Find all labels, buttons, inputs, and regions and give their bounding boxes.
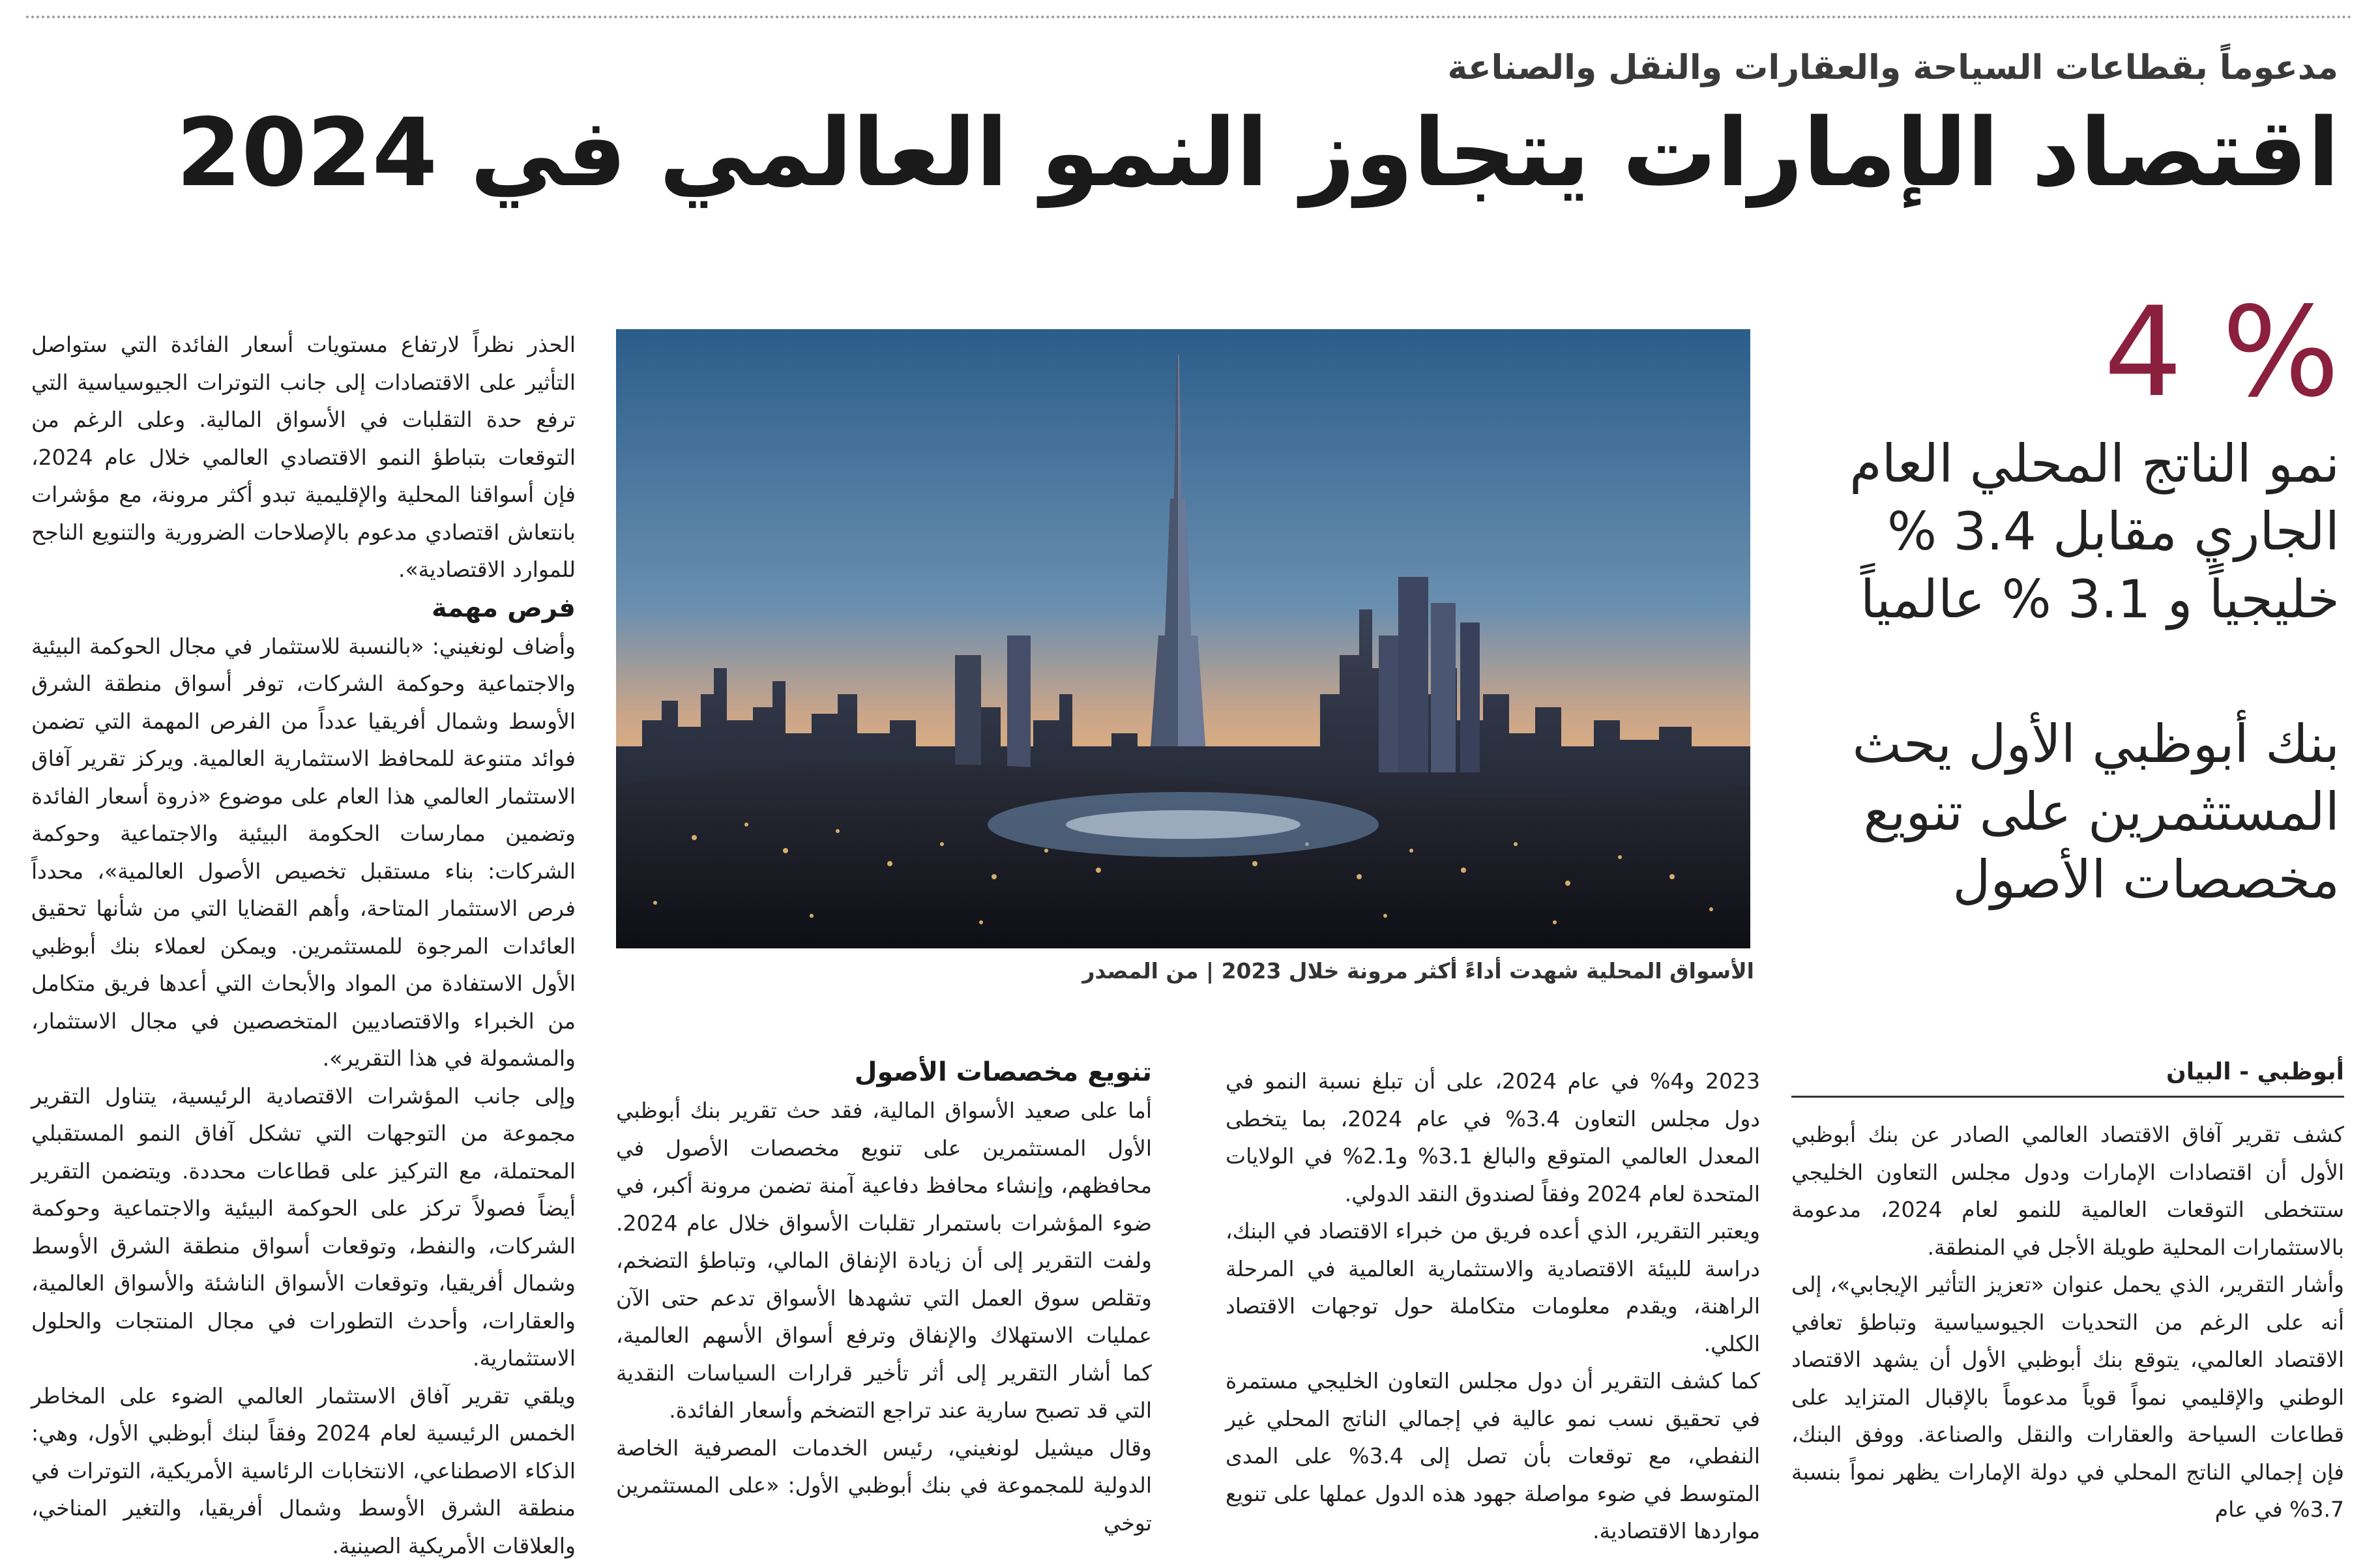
paragraph: كما كشف التقرير أن دول مجلس التعاون الخليجي مستمرة في تحقيق نسب نمو عالية في إجمالي الناتج المحلي غير النفطي، مع توقعات بأن تصل إلى 3.4% على المدى المتوسط في ضوء مواصلة جهود هذه الدول عملها على تنويع مواردها الاقتصادية. — [1226, 1368, 1760, 1543]
paragraph: وإلى جانب المؤشرات الاقتصادية الرئيسية، يتناول التقرير مجموعة من التوجهات التي تشكل آفاق النمو المستقبلي المحتملة، مع التركيز على قطاعات محددة. ويتضمن التقرير أيضاً فصولاً تركز على الحوكمة البيئية والاجتماعية وحوكمة الشركات، والنفط، وتوقعات أسواق منطقة الشرق الأوسط وشمال أفريقيا، وتوقعات الأسواق الناشئة والأسواق العالمية، والعقارات، وأحدث التطورات في مجال المنتجات والحلول الاستثمارية. — [31, 1083, 576, 1371]
photo-caption: الأسواق المحلية شهدت أداءً أكثر مرونة خلال 2023 | من المصدر — [1082, 958, 1754, 984]
section-heading: فرص مهمة — [431, 592, 576, 623]
paragraph: ويعتبر التقرير، الذي أعده فريق من خبراء الاقتصاد في البنك، دراسة للبيئة الاقتصادية والاستثمارية العالمية في المرحلة الراهنة، ويقدم معلومات متكاملة حول توجهات الاقتصاد الكلي. — [1226, 1218, 1760, 1356]
byline: أبوظبي - البيان — [1791, 1054, 2344, 1098]
top-dotted-rule — [26, 16, 2353, 18]
paragraph: 2023 و4% في عام 2024، على أن تبلغ نسبة النمو في دول مجلس التعاون 3.4% في عام 2024، بما يتخطى المعدل العالمي المتوقع والبالغ 3.1% و2.1% في الولايات المتحدة لعام 2024 وفقاً لصندوق النقد الدولي. — [1226, 1068, 1761, 1207]
paragraph: الحذر نظراً لارتفاع مستويات أسعار الفائدة التي ستواصل التأثير على الاقتصادات إلى جانب التوترات الجيوسياسية التي ترفع حدة التقلبات في الأسواق المالية. وعلى الرغم من التوقعات بتباطؤ النمو الاقتصادي العالمي خلال عام 2024، فإن أسواقنا المحلية والإقليمية تبدو أكثر مرونة، مع مؤشرات بانتعاش اقتصادي مدعوم بالإصلاحات الضرورية والتنويع الناجح للموارد الاقتصادية». — [31, 332, 576, 582]
highlight-growth-text: نمو الناتج المحلي العام الجاري مقابل 3.4 % خليجياً و 3.1 % عالمياً — [1849, 433, 2340, 630]
paragraph: وأشار التقرير، الذي يحمل عنوان «تعزيز التأثير الإيجابي»، إلى أنه على الرغم من التحديات الجيوسياسية وتباطؤ تعافي الاقتصاد العالمي، يتوقع بنك أبوظبي الأول أن يشهد الاقتصاد الوطني والإقليمي نمواً قوياً مدعوماً بالإقبال المتزايد على قطاعات السياحة والعقارات والنقل والصناعة. ووفق البنك، فإن إجمالي الناتج المحلي في دولة الإمارات يظهر نمواً بنسبة 3.7% في عام — [1791, 1272, 2344, 1522]
paragraph: أما على صعيد الأسواق المالية، فقد حث تقرير بنك أبوظبي الأول المستثمرين على تنويع مخصصات الأصول في محافظهم، وإنشاء محافظ دفاعية آمنة تضمن مرونة أكبر، في ضوء المؤشرات باستمرار تقلبات الأسواق خلال عام 2024. ولفت التقرير إلى أن زيادة الإنفاق المالي، وتباطؤ التضخم، وتقلص سوق العمل التي تشهدها الأسواق تدعم حتى الآن عمليات الاستهلاك والإنفاق وترفع أسواق الأسهم العالمية، كما أشار التقرير إلى أثر تأخير قرارات السياسات النقدية التي قد تصبح سارية عند تراجع التضخم وأسعار الفائدة. — [616, 1098, 1152, 1423]
dubai-skyline-photo — [616, 329, 1750, 948]
article-column-fourth — [31, 326, 576, 1564]
highlight-fab-text: بنك أبوظبي الأول يحث المستثمرين على تنويع مخصصات الأصول — [1852, 714, 2340, 910]
article-column-second — [1226, 1062, 1760, 1550]
article-column-third — [616, 1053, 1152, 1542]
main-headline: اقتصاد الإمارات يتجاوز النمو العالمي في 2024 — [176, 98, 2340, 207]
article-column-first — [1791, 1054, 2344, 1528]
highlight-big-number: 4 % — [2104, 280, 2340, 424]
paragraph: وقال ميشيل لونغيني، رئيس الخدمات المصرفية الخاصة الدولية للمجموعة في بنك أبوظبي الأول: «على المستثمرين توخي — [616, 1435, 1152, 1536]
skyline-illustration — [616, 329, 1750, 948]
kicker-subheadline: مدعوماً بقطاعات السياحة والعقارات والنقل والصناعة — [1447, 48, 2338, 87]
section-heading: تنويع مخصصات الأصول — [854, 1057, 1152, 1087]
paragraph: كشف تقرير آفاق الاقتصاد العالمي الصادر عن بنك أبوظبي الأول أن اقتصادات الإمارات ودول مجلس التعاون الخليجي ستتخطى التوقعات العالمية للنمو لعام 2024، مدعومة بالاستثمارات المحلية طويلة الأجل في المنطقة. — [1791, 1122, 2344, 1260]
paragraph: وأضاف لونغيني: «بالنسبة للاستثمار في مجال الحوكمة البيئية والاجتماعية وحوكمة الشركات، توفر أسواق منطقة الشرق الأوسط وشمال أفريقيا عدداً من الفرص المهمة التي تضمن فوائد متنوعة للمحافظ الاستثمارية العالمية. ويركز تقرير آفاق الاستثمار العالمي هذا العام على موضوع «ذروة أسعار الفائدة وتضمين ممارسات الحكومة البيئية والاجتماعية وحوكمة الشركات: بناء مستقبل تخصيص الأصول العالمية»، محدداً فرص الاستثمار المتاحة، وأهم القضايا التي من شأنها تحقيق العائدات المرجوة للمستثمرين. ويمكن لعملاء بنك أبوظبي الأول الاستفادة من المواد والأبحاث التي أعدها فريق متكامل من الخبراء والاقتصاديين المتخصصين في مجال الاستثمار، والمشمولة في هذا التقرير». — [31, 633, 576, 1071]
paragraph: ويلقي تقرير آفاق الاستثمار العالمي الضوء على المخاطر الخمس الرئيسية لعام 2024 وفقاً لبنك أبوظبي الأول، وهي: الذكاء الاصطناعي، الانتخابات الرئاسية الأمريكية، التوترات في منطقة الشرق الأوسط وشمال أفريقيا، والتغير المناخي، والعلاقات الأمريكية الصينية. — [31, 1382, 576, 1558]
